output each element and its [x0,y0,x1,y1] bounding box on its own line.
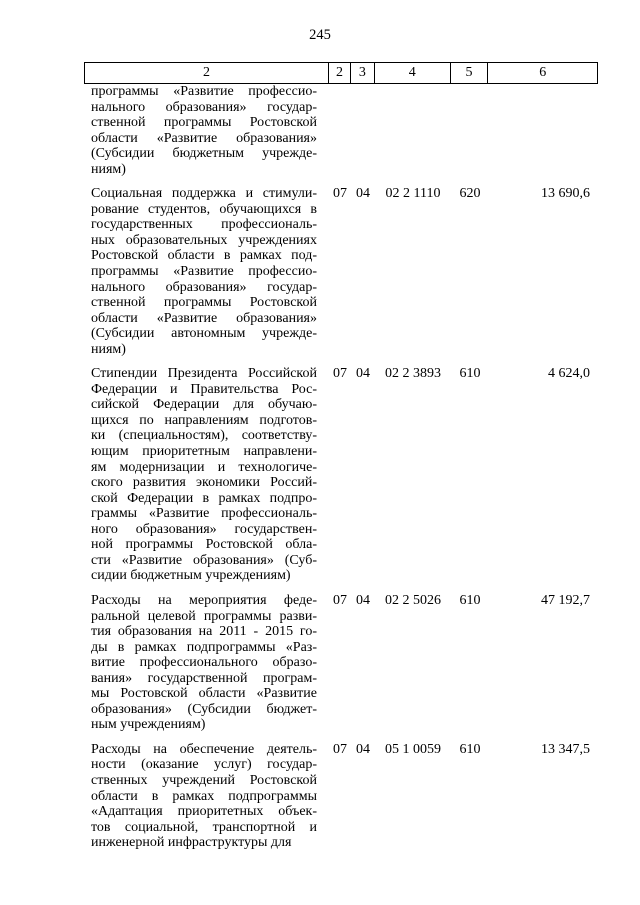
row-gap [84,177,598,186]
header-col-subsection: 3 [351,63,375,83]
description-line: ского развития экономики Россий- [91,475,317,491]
description-line: сидии бюджетным учреждениям) [91,568,291,584]
description-line: программы «Развитие профессио- [91,264,317,280]
row-description [84,366,329,584]
description-line: «Адаптация приоритетных объек- [91,804,317,820]
description-line: государственных профессиональ- [91,217,317,233]
header-col-description: 2 [85,63,329,83]
description-line: ным учреждениям) [91,717,206,733]
description-line: инженерной инфраструктуры для [91,835,292,851]
table-row [84,593,598,733]
row-description [84,84,329,177]
amount-value: 47 192,7 [541,592,590,608]
table-header-row [84,62,598,84]
description-line: ющим приоритетным направлени- [91,444,317,460]
description-line: Ростовской области в рамках под- [91,248,317,264]
target-article-code: 02 2 3893 [385,366,441,382]
description-line: нального образования» государ- [91,99,317,115]
subsection-code [351,84,375,177]
description-line: ниям) [91,341,126,357]
description-line: (Субсидии бюджетным учрежде- [91,146,317,162]
description-line: тия образования на 2011 - 2015 го- [91,624,317,640]
header-col-amount: 6 [539,65,547,80]
amount-value: 13 690,6 [541,186,590,202]
description-line: ности (оказание услуг) государ- [91,757,317,773]
description-line: мы Ростовской области «Развитие [91,686,317,702]
description-line: Социальная поддержка и стимули- [91,186,317,202]
amount-value: 13 347,5 [541,741,590,757]
description-line: ственной программы Ростовской [91,295,317,311]
header-col-target-article: 4 [375,63,451,83]
target-article-code [375,84,451,177]
description-line: Расходы на обеспечение деятель- [91,741,317,757]
subsection-code: 04 [356,741,370,757]
row-gap [84,357,598,366]
description-line: ственной программы Ростовской [91,115,317,131]
description-line: Стипендии Президента Российской [91,366,317,382]
table-body [84,84,598,851]
header-col-section: 2 [329,63,351,83]
table-row [84,84,598,177]
description-line: (Субсидии автономным учрежде- [91,326,317,342]
section-code: 07 [333,366,347,382]
row-description [84,186,329,357]
subsection-code: 04 [356,186,370,202]
description-line: ральной целевой программы разви- [91,608,317,624]
description-line: ниям) [91,161,126,177]
target-article-code: 05 1 0059 [385,741,441,757]
subsection-code: 04 [356,366,370,382]
description-line: Федерации и Правительства Рос- [91,381,317,397]
description-line: ных образовательных учреждениях [91,232,317,248]
expense-type-code: 610 [459,741,481,757]
description-line: ям модернизации и технологиче- [91,459,317,475]
row-description [84,593,329,733]
description-line: сти «Развитие образования» (Суб- [91,552,317,568]
description-line: сийской Федерации для обучаю- [91,397,317,413]
amount-value: 4 624,0 [548,366,590,382]
table-row [84,186,598,357]
row-gap [84,733,598,742]
section-code: 07 [333,186,347,202]
description-line: программы «Развитие профессио- [91,84,317,99]
description-line: ды в рамках подпрограммы «Раз- [91,639,317,655]
description-line: щихся по направлениям подготов- [91,412,317,428]
section-code [329,84,351,177]
description-line: витие профессионального образо- [91,655,317,671]
amount-value [489,84,598,177]
expense-type-code [451,84,489,177]
description-line: граммы «Развитие профессиональ- [91,506,317,522]
description-line: ственных учреждений Ростовской [91,772,317,788]
description-line: рование студентов, обучающихся в [91,201,317,217]
subsection-code: 04 [356,592,370,608]
expense-type-code: 620 [459,186,481,202]
row-description [84,742,329,851]
description-line: области в рамках подпрограммы [91,788,317,804]
description-line: Расходы на мероприятия феде- [91,592,317,608]
description-line: образования» (Субсидии бюджет- [91,701,317,717]
expense-type-code: 610 [459,366,481,382]
description-line: тов социальной, транспортной и [91,819,317,835]
description-line: ской Федерации в рамках подпро- [91,490,317,506]
expense-type-code: 610 [459,592,481,608]
header-col-expense-type: 5 [451,63,489,83]
description-line: области «Развитие образования» [91,310,317,326]
description-line: ной программы Ростовской обла- [91,537,317,553]
section-code: 07 [333,592,347,608]
target-article-code: 02 2 5026 [385,592,441,608]
description-line: ки (специальностям), соответству- [91,428,317,444]
target-article-code: 02 2 1110 [385,186,441,202]
budget-table [84,62,598,851]
description-line: ного образования» государствен- [91,521,317,537]
description-line: нального образования» государ- [91,279,317,295]
table-row [84,742,598,851]
description-line: области «Развитие образования» [91,130,317,146]
row-gap [84,584,598,593]
description-line: вания» государственной програм- [91,670,317,686]
table-row [84,366,598,584]
section-code: 07 [333,741,347,757]
page-number: 245 [309,27,331,43]
